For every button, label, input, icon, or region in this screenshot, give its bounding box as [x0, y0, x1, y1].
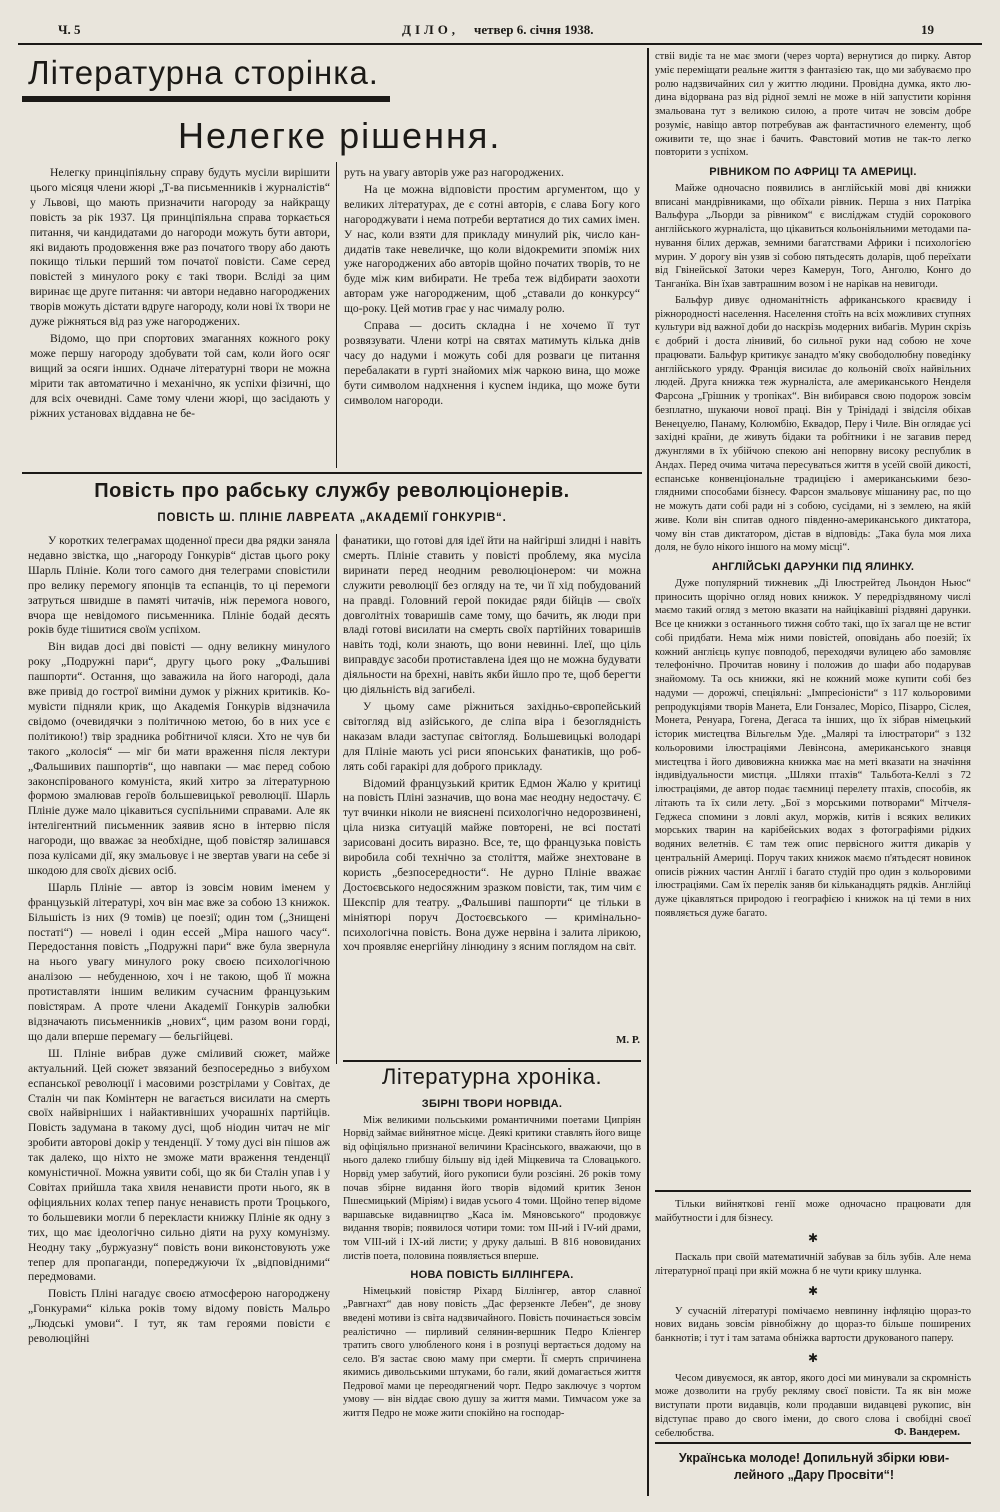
article1-column-1 [30, 166, 330, 472]
footer-appeal: Українська молоде! Допильнуй збірки ювилейного „Дару Просвіти“! [678, 1451, 950, 1482]
paper-name: ДІЛО, [402, 22, 460, 37]
paragraph: Справа — досить складна і не хочемо її тут розвязувати. Члени котрі на святах матимуть кілька днів часу до надуми і можуть собі для розваги це питання перебалакати в гурті знайомих між чаркою вина, що може бути символом надхнення і кусnем індика, що може бути символом нагороди. [344, 319, 640, 407]
article2-title: Повість про рабську службу революціонерів. [94, 480, 570, 502]
masthead-rule [18, 43, 982, 45]
article2-subtitle: ПОВІСТЬ Ш. ПЛІНІЕ ЛАВРЕАТА „АКАДЕМІЇ ГОНКУРІВ“. [157, 512, 507, 524]
paragraph: Повість Пліні нагадує своєю атмосферою нагороджену „Гонкурами“ кілька років тому відому повість Мальро „Людські умови“. І тут, як там героями повісти є революційні [28, 1287, 330, 1346]
aphorisms-signature: Ф. Вандерем. [894, 1426, 960, 1438]
issue-date: четвер 6. січня 1938. [474, 22, 594, 37]
section-title-rule [22, 96, 390, 102]
column-rule [336, 162, 337, 468]
aphorism: У сучасній літературі помічаємо невпинну інфляцію щораз-то нових видань зовсім рівнобіжну до щораз-то більше поширених банкнотів; і тут і там затама обніжка вартости друкованого паперу. [655, 1305, 971, 1344]
separator-star: ✱ [807, 1350, 819, 1365]
right-column [655, 50, 971, 1180]
aphorism: Чесом дивуємося, як автор, якого досі ми минували за скромність може дозволити на грубу рекляму своєї повісти. Та як він може виступати проти видавців, коли продавши видавцеві рукопис, він відступає право до свого імени, до свого слова і свобідні своєї себелюбства. [655, 1372, 971, 1438]
chronicle-rule [343, 1060, 641, 1062]
paragraph: У цьому саме ріжниться західньо-європейський світогляд від азійського, де сліпа віра і безоглядність наказам влади заступає світогляд. Большевицькі володарі для Плініе мають усі риси японських фанатиків, що роблять собі гаракірі для доброго прикладу. [343, 699, 641, 773]
paragraph: Нелегку принціпіяльну справу будуть мусіли вирішити цього місяця члени жюрі „Т-ва письменників і журналістів“ у Львові, що мають призначити нагороду за найкращу повість за рік 1937. Ця принціпіяльна справа торкається питання, чи кандидатами до нагороди можуть бути автори, які видають продовження вже раз початого твору або дають покищо тільки перший том початої повісти. Саме серед повістей з минулого року є такі твори. Всліді за цим виринає ще друге питання: чи автори недавно нагороджених творів можуть дістати вдруге нагороду, коли нові їх твори не дуже ріжняться від раз уже нагороджених. [30, 166, 330, 329]
paragraph: Німецький повістяр Ріхард Біллінгер, автор славної „Равгнахт“ дав нову повість „Дас ферзенкте Лебен“, де знову введені мотиви із світа надзвичайного. Повість починається зовсім реалістично — пирливий селянин-вершник Педро Кліенгер тратить свого улюбленого коня і в розпуці вертається додому на село. В'я застає свою маму при смерти. Її смерть спричинена якимись дивольськими штуками, бо гали, який домагається життя Педрової мами це переодягнений чорт. Педро заключує з чортом умову — він віддає свою душу за життя мами. Тимчасом уже за життя Педро не може жити спокійно на господар- [343, 1285, 641, 1420]
chronicle-item1-heading: ЗБІРНІ ТВОРИ НОРВІДА. [421, 1098, 563, 1110]
section-title: Літературна сторінка. [28, 54, 379, 91]
aphorisms-rule [655, 1190, 971, 1192]
column-rule [336, 534, 337, 1064]
separator-star: ✱ [807, 1283, 819, 1298]
aphorism: Тільки вийняткові генії може одночасно працювати для майбутности і для бізнесу. [655, 1199, 971, 1224]
sec1-heading: РІВНИКОМ ПО АФРИЦІ ТА АМЕРИЦІ. [709, 166, 917, 178]
paragraph: Ш. Плініе вибрав дуже сміливий сюжет, майже актуальний. Цей сюжет звязаний безпосередньо з вибухом еспанської революції і масовими розстрілами у Совітах, де Сталін чи пак Комінтерн не вагається висилати на смерть своїх найвірніших і найактивніших учорашніх партійців. Повість задумана в такому дусі, щоб ніодин читач не міг зробити авторові докір у тенденції. У тому дусі він пішов аж так далеко, що ніхто не зможе мати враження тенденції комуністичної. Можна уявити собі, що як би Сталін упав і у Совітах прийшла така хвиля ненависти проти нього, як в офіцияльних колах тепер панує ненависть проти Троцького, то большевики могли б перекласти книжку Плініе як одну з тих, що має ідеологічно сильно діяти на руху комунізму. Неодну таку „буржуазну“ повість вони виконстовують уже тепер для пропаганди, попереджуючи їх „відповідними“ передмовами. [28, 1046, 330, 1284]
paragraph: Відомо, що при спортових змаганнях кожного року може першу нагороду здобувати той сам, коли його осяг вищий за осяги інших. Одначе літературні твори не можна мірити так автоматично і механічно, як успіхи фізичні, що для всіх очевидні. Саме тому члени жюрі, що засідають у ріжних установах віддавна не бе- [30, 331, 330, 420]
page-number: 19 [921, 22, 934, 37]
article1-column-2 [344, 166, 640, 472]
paragraph: Дуже популярний тижневик „Ді Ілюстрейтед Льондон Ньюс“ приносить щорічно огляд нових книжок. У передріздвяному числі маємо такий огляд з метою вказати на найцікавіші різдвяні дарунки. Все це книжки з останнього тижня собто такі, що їх загал ще не встиг собі придбати. Нема між ними повістей, оповідань або поезій; їх кожний англієць купує повподоб, переходячи вулицею або замовляє телефонічно. Прочитав новину і положив до шафи або подарував знайомому. Та ось книжки, які не кожний може купити собі без надуми — дорожчі, спеціяльні: „Імпресіоністи“ з 117 кольоровими репродукціями творів Манета, Ели Гонзалес, Морісо, Пізарро, Сіслея, Монета, Ренуара, Гогена, Дегаса та інших, що їх зібрав німецький історик мистецтва Вільгельм Уде. „Малярі та ілюстратори“ з 132 кольоровими ілюстраціями Левінсона, американського знавця мистецтва і його дивовижна книжка має на меті вказати на значіння індивідуальности мистця. „Шляхи птахів“ Тальбота-Келлі з 72 ілюстраціями, де автор подає таємниці перелету птахів, способів, як літають та їх сили лету. „Бої з морськими потворами“ Мітчеля-Геджеса спомини з ловлі акул, моржів, китів і всяких великих морських тварин на карібейських водах з фотографіями рідких водяних велетнів. Є там теж опис первісного життя дикарів у центральній Америці. Поруч таких книжок маємо п'ятьдесят новинок описів ріжних частин Англії і багато студій про один з кольоровими ілюстраціями. Сам їх перелік заняв би кільканадцять рядків. Англійці дуже цікавляться природою і географією і книжок на ці теми в них появляється дуже багато. [655, 577, 971, 919]
chronicle-item2-heading: НОВА ПОВІСТЬ БІЛЛІНГЕРА. [410, 1269, 574, 1282]
paragraph: руть на увагу авторів уже раз нагороджених. [344, 166, 564, 179]
aphorisms-column [655, 1198, 971, 1438]
aphorism: Паскаль при своїй математичній забував за біль зубів. Але нема літературної праці при якій можна б не чути крику шлунка. [655, 1252, 971, 1277]
paragraph: Шарль Плініе — автор із зовсім новим іменем у французькій літературі, хоч він має вже за собою 13 книжок. Більшість із них (9 томів) це поезії; один том („Знищені постаті“) — новелі і один ессей „Міра нашого часу“. Передостання повість „Подружні пари“ вже була звернула на нього увагу минулого року своєю психологічною аналізою — небуденною, хоч і не такою, щоб її можна протиставляти іншим великим сучасним французьким повістярам. А проте члени Академії Гонкурів залюбки відзначають письменників „нових“, цим разом вони горді, що дали вперше перемагу — бельгійцеві. [28, 880, 330, 1043]
paragraph: ствіі видіє та не має змоги (через чорта) вернутися до пирку. Автор уміє переміщати реальне життя з фантазією так, що ми забуваємо про ролю надзвичайних сил у життю людини. Провідна думка, якто людина відорвана раз від рідної землі не може в ній запустити коріння змальована тут з великою силою, а проте читач не зовсім добре розуміє, навіщо автор потребував аж фантастичного елементу, щоб оживити те, що знає і бачить. Фавстовий мотив не так-то легко повторити з успіхом. [655, 51, 971, 159]
paragraph: Бальфур дивує одноманітність африканського краєвиду і ріжнородності населення. Населення стоїть на всіх можливих ступнях культури від важної доби до наскрізь модерних вибагів. Мурин скрізь є добрий і доста лінивий, бо сильної руки над собою не хоче працювати. Бальфур критикує занадто м'яку свободолюбну поведінку англійського уряду. Франція висилає до кольоній своїх найвільних людей. Друга книжка теж журналіста, але американського Ненделя Фарсона „Грішник у тропіках“. Він вибирався свою подорож зовсім безплатно, шукаючи нової праці. Він у Трінідаді і звідсіля обіхав Венецуелю, Панаму, Колюмбію, Еквадор, Перу і Чиле. Він оглядає усі західні країни, де живуть бідаки та робітники і не загавив перед джунглями в їх убійчою спекою ані непорвну високу республик в Андах. Перед очима читача пересуваться життя в усеїй своїй дикості, еспанське конвенціональне традицією і американськими безоглядними способами бізнесу. Фарсон змальовує мішанину рас, по що не можуть дати собі ради ні з собою, сусідами, ні з землею, на якій живе. Коли він спитав одного південно-американського диктатора, чому він став диктатором, дістав в відповідь: „Така була моя лиха доля, не було нікого іншого на мому місці“. [655, 294, 971, 554]
paragraph: Між великими польськими романтичними поетами Ципріян Норвід займає вийнятное місце. Деякі критики ставлять його вище від офіціяльно признаної величини Красінського, вважаючи, що в нього далеко глибшу більшу від ідей Міцкевича та Словацького. Норвід умер забутий, його рукописи були розсіяні. 26 років тому почав збірне видання його творів відомий критик Зенон Пшесмицький (Міріям) і видав усього 4 томи. Щойно тепер відоме варшавське видавництво „Каса ім. Мяновського“ продовжує видання творів; появилося чотири томи: том ІІІ-ий і ІV-ий драми, том VІІІ-ий і ІХ-ий листи; у друку дальші. В 816 нововиданих листів поета, половина появляється вперше. [343, 1114, 641, 1262]
paragraph: фанатики, що готові для ідеї йти на найгірші злидні і навіть смерть. Плініе ставить у повісті проблему, яка мусіла виринати перед неодним революціонером: чи можна служити революції без огляду на те, чи її хід побудований на правді. Головний герой покидає ряди бійців — своїх довголітніх товаришів саме тому, що бачить, як люди при владі готові висилати на смерть своїх партійних товаришів навіть тоді, коли знають, що вони невинні. Ілеї, що ціль виправдує засоби протиставлена ідея що не можна будувати діяльности на брехні, навіть якби йшло про те, щоб берегти цю діяльність від загибелі. [343, 534, 641, 697]
paragraph: Майже одночасно появились в англійській мові дві книжки вписані мандрівниками, що обїхали рівник. Перша з них Патріка Вальфура „Льорди за рівником“ є висліджам студій сорокового англійського журналіста, що цікавиться кольоніяльними методами панування білих держав, земними багатствами Африки і психологією мурин. У дорогу він узяв зі собою пятьдесять доларів, щоб переїхати від Гвінейської Затоки через Камерун, Того, Анголю, Конго до Танганїка. Він їхав завтрашним возом і не нарікав на невигоди. [655, 182, 971, 290]
sec2-heading: АНГЛІЙСЬКІ ДАРУНКИ ПІД ЯЛИНКУ. [711, 561, 915, 573]
footer-rule [655, 1442, 971, 1444]
separator-star: ✱ [807, 1230, 819, 1245]
paragraph: Він видав досі дві повісті — одну великну минулого року „Подружні пари“, другу цього року „Фальшиві пашпорти“. Остання, що заважила на його нагороді, дала вже привід до гострої виміни думок у ріжних критиків. Комувісти підняли крик, що Академія Гонкурів відзначила свідомо (очевидячки з політичною метою, бо в них усе є політикою!) твір зрадника робітничої кляси. Хто не чув би такого „колосія“ — міг би мати враження після лектури „Фальшивих пашпортів“, що навпаки — має перед собою законспірованого комуніста, який хитро за літературною формою змалював героїв большевицької революції. Шарль Плініе дуже мало цікавиться суспільними справами. Але як інтелігентний письменник заявив ясно в інтервю після нагороди, що вважає за необхідне, щоб повістяр залишався поза кулісами дії, яку змальовує і не звертав уваги на себе зі шкодою для своїх дієвих осіб. [28, 640, 330, 877]
article2-signature: М. Р. [616, 1034, 640, 1046]
article2-column-1 [28, 534, 330, 1498]
chronicle-title: Літературна хроніка. [381, 1064, 603, 1089]
article2-column-2 [343, 534, 641, 1054]
article1-end-rule [22, 472, 642, 474]
part-number: Ч. 5 [58, 22, 81, 37]
paragraph: У коротких телеграмах щоденної преси два рядки заняла недавно звістка, що „нагороду Гонкурів“ дістав цього року Шарль Плініе. Коли того самого дня телеграми сповістили про велику перемогу японців та еспанців, то ці перемоги затруться швидше в памяті читачів, ніж перемога нового, вчора ще невідомого письменника. Плініе бодай десять років буде тішитися своїм успіхом. [28, 534, 330, 637]
chronicle-column [343, 1094, 641, 1498]
paragraph: На це можна відповісти простим аргументом, що у великих літературах, де є сотні авторів, є слава Богу кого нагороджувати і нема потреби вертатися до тих самих імен. У нас, коли взяти для прикладу минулий рік, число кандидатів таке невеличке, що коли відокремити зпоміж них уже нагороджених або авторів щойно початих творів, то не буде між ким вибирати. Не треба теж відбирати заохоти авторам уже нагородженим, щоб „ставали до конкурсу“ що-року. Цей мотив грає у нас чималу ролю. [344, 182, 640, 316]
column-divider [647, 48, 649, 1496]
article1-title: Нелегке рішення. [178, 115, 502, 156]
paragraph: Відомий французький критик Едмон Жалю у критиці на повість Пліні зазначив, що вона має неодну недостачу. Є тут вчинки ніколи не вияснені психологічно недорозвинені, ціла низка ситуацій майже повторені, не всі постаті зарисовані досить виразно. Все, те, що французька повість виробила собі технічно за століття, майже знехтоване в користь „безпосередности“. Не дурно Плініе вважає Достоєвського недосяжним зразком повісти, так, тим чим є Шекспір для театру. „Фальшиві пашпорти“ це тільки в мініятюрі поруч Достоєвського — кримінально-психологічна повість. Вона дуже нервіна і залита лірикою, хоч проявляє енергійну лінюдину з ясним поглядом на світ. [343, 776, 641, 954]
